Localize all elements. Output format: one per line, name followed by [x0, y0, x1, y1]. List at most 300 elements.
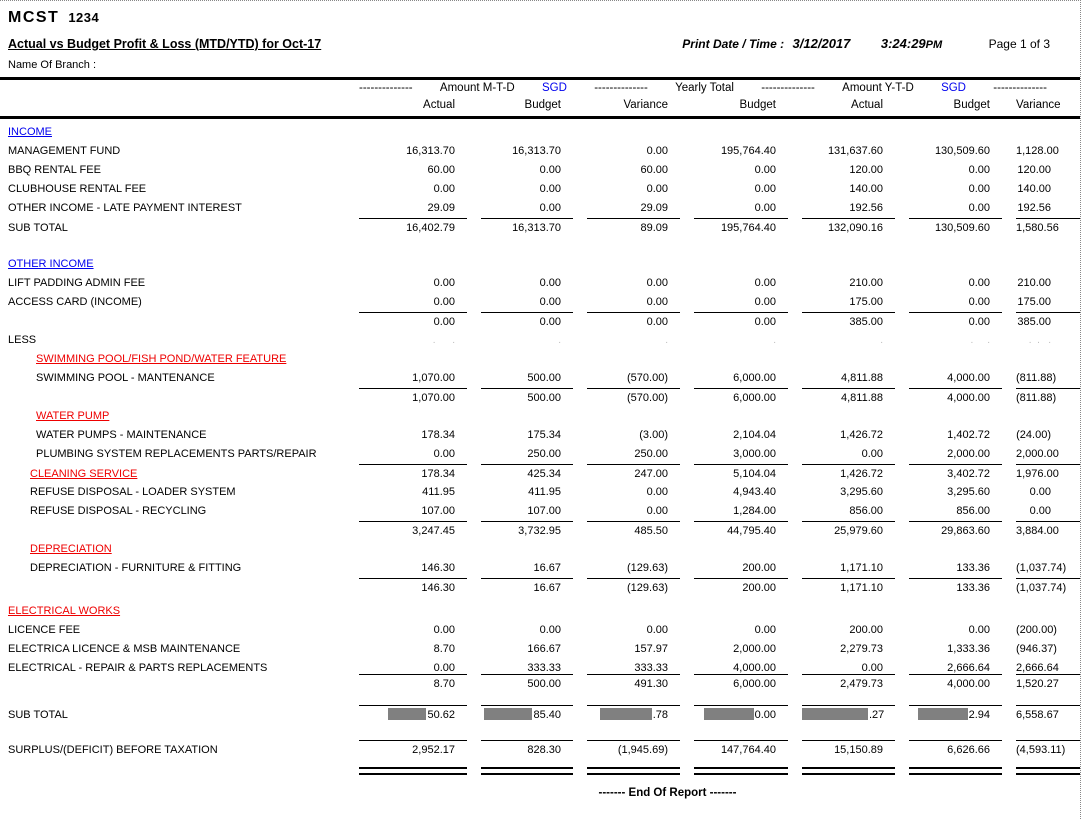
value-cell	[1016, 161, 1081, 180]
total-row	[0, 740, 1080, 759]
value-cell	[1016, 502, 1081, 521]
value-cell	[359, 161, 467, 180]
value-cell	[694, 388, 788, 408]
amount-value: 0.00	[433, 448, 455, 460]
ytd-group-label: Amount Y-T-D	[842, 82, 914, 94]
value-cell	[1016, 705, 1081, 725]
amount-value: 3,402.72	[947, 468, 990, 480]
blue-section-link[interactable]: OTHER INCOME	[8, 258, 94, 270]
amount-value: (4,593.11)	[1016, 744, 1066, 756]
amount-value: 89.09	[640, 222, 668, 234]
amount-value: 175.00	[1017, 296, 1051, 308]
amount-value: (1,037.74)	[1016, 582, 1067, 594]
amount-value: 0.00	[433, 624, 455, 636]
amount-value: 107.00	[421, 505, 455, 517]
value-cell	[694, 559, 788, 578]
amount-value: 195,764.40	[720, 222, 776, 234]
amount-value: 0.00	[539, 277, 561, 289]
amount-value: 3,000.00	[733, 448, 776, 460]
dash-separator: --------------	[594, 82, 648, 94]
value-cell	[481, 483, 573, 502]
print-date-value: 3/12/2017	[792, 36, 851, 51]
amount-value: 1,976.00	[1016, 468, 1059, 480]
value-cell	[909, 426, 1002, 445]
print-date-time-label: Print Date / Time :	[682, 37, 785, 51]
value-cell	[481, 331, 573, 350]
amount-value: 0.00	[539, 202, 561, 214]
value-cell	[587, 559, 680, 578]
amount-value: (24.00)	[1016, 429, 1051, 441]
line-item-row	[0, 331, 1080, 350]
value-cell	[481, 464, 573, 484]
value-cell	[587, 426, 680, 445]
value-cell	[694, 674, 788, 694]
amount-value: 0.00	[539, 164, 561, 176]
value-cell	[1016, 199, 1081, 218]
amount-value: 4,000.00	[947, 392, 990, 404]
value-cell	[587, 464, 680, 484]
amount-value: 147,764.40	[720, 744, 776, 756]
amount-value: 0.00	[754, 202, 776, 214]
value-cell	[909, 445, 1002, 464]
amount-value: (129.63)	[627, 562, 668, 574]
amount-value: 856.00	[849, 505, 883, 517]
value-cell	[359, 426, 467, 445]
value-cell	[481, 705, 573, 725]
faint-artifact: . . .	[1028, 335, 1051, 346]
redaction-box	[918, 708, 968, 720]
amount-value: 140.00	[1017, 183, 1051, 195]
line-item-row	[0, 559, 1080, 578]
amount-value: 4,000.00	[947, 678, 990, 690]
amount-value: 0.00	[646, 296, 668, 308]
value-cell	[359, 621, 467, 640]
value-cell	[694, 331, 788, 350]
amount-value: 0.00	[968, 164, 990, 176]
value-cell	[909, 161, 1002, 180]
value-cell	[359, 274, 467, 293]
value-cell	[359, 521, 467, 541]
amount-value: 131,637.60	[827, 145, 883, 157]
double-rule	[802, 767, 895, 775]
value-cell	[587, 578, 680, 598]
value-cell	[481, 578, 573, 598]
amount-value: 1,580.56	[1016, 222, 1059, 234]
value-cell	[802, 705, 895, 725]
redaction-box	[802, 708, 868, 720]
value-cell	[802, 674, 895, 694]
branch-label: Name Of Branch :	[8, 59, 97, 71]
amount-value: 0.00	[1029, 486, 1051, 498]
dash-separator: --------------	[359, 82, 413, 94]
amount-value: 0.00	[433, 183, 455, 195]
value-cell	[481, 426, 573, 445]
amount-value: 146.30	[421, 562, 455, 574]
value-cell	[1016, 559, 1081, 578]
value-cell	[694, 502, 788, 521]
report-header	[0, 1, 1080, 77]
amount-value: 0.00	[861, 662, 883, 674]
amount-value: 4,811.88	[840, 372, 883, 384]
value-cell	[802, 142, 895, 161]
value-cell	[587, 274, 680, 293]
value-cell	[802, 621, 895, 640]
faint-artifact: .	[773, 335, 776, 346]
value-cell	[1016, 369, 1081, 388]
value-cell	[587, 312, 680, 332]
value-cell	[359, 445, 467, 464]
section-header-row	[0, 540, 1080, 559]
row-label: SWIMMING POOL - MANTENANCE	[36, 372, 215, 384]
row-label: LIFT PADDING ADMIN FEE	[8, 277, 146, 289]
value-cell	[802, 483, 895, 502]
amount-value: 0.00	[646, 624, 668, 636]
line-item-row	[0, 274, 1080, 293]
amount-value: 425.34	[527, 468, 561, 480]
value-cell	[587, 199, 680, 218]
value-cell	[909, 578, 1002, 598]
redaction-box	[704, 708, 754, 720]
amount-value: 4,000.00	[733, 662, 776, 674]
value-cell	[587, 445, 680, 464]
amount-value: (811.88)	[1016, 372, 1057, 384]
row-label: LICENCE FEE	[8, 624, 81, 636]
value-cell	[1016, 621, 1081, 640]
amount-value: 29.09	[427, 202, 455, 214]
mtd-group-label: Amount M-T-D	[439, 82, 515, 94]
amount-value: 411.95	[528, 486, 561, 498]
amount-value: 4,000.00	[947, 372, 990, 384]
red-section-link[interactable]: SWIMMING POOL/FISH POND/WATER FEATURE	[36, 353, 287, 365]
value-cell	[359, 180, 467, 199]
column-variance-ytd: Variance	[1016, 99, 1061, 111]
value-cell	[694, 621, 788, 640]
value-cell	[481, 740, 573, 760]
value-cell	[694, 369, 788, 388]
amount-value: 1,070.00	[412, 392, 455, 404]
amount-value: 333.33	[527, 662, 561, 674]
amount-value: 2,479.73	[840, 678, 883, 690]
amount-value: 178.34	[421, 468, 455, 480]
value-cell	[359, 388, 467, 408]
row-label: REFUSE DISPOSAL - RECYCLING	[30, 505, 207, 517]
value-cell	[694, 426, 788, 445]
amount-value: 3,884.00	[1016, 525, 1059, 537]
amount-value: 133.36	[956, 562, 990, 574]
amount-value: 210.00	[1017, 277, 1051, 289]
row-label: BBQ RENTAL FEE	[8, 164, 101, 176]
faint-artifact: .	[558, 335, 561, 346]
total-row	[0, 218, 1080, 237]
page-indicator: Page 1 of 3	[988, 37, 1050, 51]
value-cell	[694, 274, 788, 293]
value-cell	[909, 199, 1002, 218]
value-cell	[694, 142, 788, 161]
double-rule	[359, 767, 467, 775]
amount-value: 1,284.00	[733, 505, 776, 517]
value-cell	[694, 705, 788, 725]
value-cell	[802, 274, 895, 293]
amount-value: 44,795.40	[727, 525, 776, 537]
amount-value: 133.36	[956, 582, 990, 594]
row-label: SURPLUS/(DEFICIT) BEFORE TAXATION	[8, 744, 218, 756]
amount-value: 0.00	[646, 316, 668, 328]
red-section-link[interactable]: CLEANING SERVICE	[30, 468, 138, 480]
amount-value: 250.00	[634, 448, 668, 460]
value-cell	[587, 705, 680, 725]
amount-value: 0.00	[968, 277, 990, 289]
value-cell	[481, 502, 573, 521]
amount-value: 0.00	[646, 277, 668, 289]
amount-value: 385.00	[849, 316, 883, 328]
redaction-box	[388, 708, 426, 720]
section-header-row	[0, 350, 1080, 369]
column-label-row	[0, 99, 1080, 116]
column-actual-mtd: Actual	[423, 99, 455, 111]
value-cell	[1016, 464, 1081, 484]
double-rule	[587, 767, 680, 775]
value-cell	[694, 578, 788, 598]
amount-value: 0.00	[539, 296, 561, 308]
amount-value: 85.40	[533, 709, 561, 721]
value-cell	[694, 483, 788, 502]
amount-value: 2,666.64	[947, 662, 990, 674]
amount-value: 25,979.60	[834, 525, 883, 537]
value-cell	[1016, 388, 1081, 408]
double-rule	[909, 767, 1002, 775]
value-cell	[1016, 331, 1081, 350]
value-cell	[359, 578, 467, 598]
amount-value: 200.00	[742, 562, 776, 574]
value-cell	[909, 464, 1002, 484]
value-cell	[1016, 483, 1081, 502]
row-label: PLUMBING SYSTEM REPLACEMENTS PARTS/REPAIR	[36, 448, 317, 460]
amount-value: 16,313.70	[512, 222, 561, 234]
amount-value: 29.09	[640, 202, 668, 214]
value-cell	[909, 274, 1002, 293]
amount-value: 146.30	[421, 582, 455, 594]
amount-value: 411.95	[422, 486, 455, 498]
total-row	[0, 312, 1080, 331]
amount-value: 192.56	[849, 202, 883, 214]
total-row	[0, 521, 1080, 540]
value-cell	[481, 293, 573, 312]
report-title: Actual vs Budget Profit & Loss (MTD/YTD) for Oct-17	[8, 37, 322, 51]
value-cell	[359, 640, 467, 659]
value-cell	[359, 312, 467, 332]
value-cell	[802, 640, 895, 659]
amount-value: .78	[652, 709, 668, 721]
value-cell	[481, 674, 573, 694]
value-cell	[481, 445, 573, 464]
amount-value: 2,104.04	[733, 429, 776, 441]
company-name: MCST	[8, 9, 60, 26]
column-variance-mtd: Variance	[623, 99, 668, 111]
value-cell	[694, 199, 788, 218]
amount-value: 0.00	[646, 145, 668, 157]
value-cell	[802, 763, 895, 775]
value-cell	[359, 142, 467, 161]
value-cell	[359, 331, 467, 350]
value-cell	[802, 161, 895, 180]
value-cell	[909, 621, 1002, 640]
amount-value: 130,509.60	[934, 145, 990, 157]
amount-value: 60.00	[427, 164, 455, 176]
red-section-link[interactable]: WATER PUMP	[36, 410, 110, 422]
line-item-row	[0, 483, 1080, 502]
amount-value: 385.00	[1017, 316, 1051, 328]
amount-value: (946.37)	[1016, 643, 1057, 655]
value-cell	[909, 674, 1002, 694]
amount-value: 0.00	[754, 316, 776, 328]
red-section-link[interactable]: DEPRECIATION	[30, 543, 112, 555]
value-cell	[909, 312, 1002, 332]
value-cell	[909, 293, 1002, 312]
currency-label: SGD	[541, 82, 567, 94]
line-item-row	[0, 180, 1080, 199]
line-item-row	[0, 161, 1080, 180]
value-cell	[909, 142, 1002, 161]
value-cell	[694, 740, 788, 760]
amount-value: 210.00	[849, 277, 883, 289]
value-cell	[694, 464, 788, 484]
value-cell	[481, 218, 573, 238]
column-group-row	[0, 80, 1080, 99]
value-cell	[694, 161, 788, 180]
value-cell	[909, 369, 1002, 388]
amount-value: 1,171.10	[840, 562, 883, 574]
section-header-row	[0, 407, 1080, 426]
redaction-box	[600, 708, 652, 720]
value-cell	[359, 740, 467, 760]
value-cell	[1016, 740, 1081, 760]
value-cell	[909, 483, 1002, 502]
value-cell	[359, 502, 467, 521]
amount-value: 16,402.79	[406, 222, 455, 234]
value-cell	[802, 559, 895, 578]
value-cell	[359, 199, 467, 218]
value-cell	[694, 445, 788, 464]
amount-value: 2,000.00	[1016, 448, 1059, 460]
value-cell	[802, 445, 895, 464]
row-label: DEPRECIATION - FURNITURE & FITTING	[30, 562, 242, 574]
value-cell	[1016, 578, 1081, 598]
line-item-row	[0, 142, 1080, 161]
value-cell	[1016, 445, 1081, 464]
row-label: SUB TOTAL	[8, 222, 68, 234]
amount-value: 0.00	[646, 505, 668, 517]
value-cell	[802, 578, 895, 598]
value-cell	[481, 161, 573, 180]
amount-value: (200.00)	[1016, 624, 1057, 636]
amount-value: 0.00	[754, 277, 776, 289]
value-cell	[1016, 142, 1081, 161]
blue-section-link[interactable]: INCOME	[8, 126, 52, 138]
amount-value: 2,666.64	[1016, 662, 1059, 674]
value-cell	[481, 369, 573, 388]
amount-value: 1,171.10	[840, 582, 883, 594]
value-cell	[909, 218, 1002, 238]
amount-value: 16,313.70	[512, 145, 561, 157]
amount-value: 1,520.27	[1016, 678, 1059, 690]
value-cell	[694, 293, 788, 312]
value-cell	[802, 388, 895, 408]
amount-value: 5,104.04	[733, 468, 776, 480]
value-cell	[694, 180, 788, 199]
amount-value: 2,000.00	[947, 448, 990, 460]
value-cell	[1016, 674, 1081, 694]
amount-value: 120.00	[849, 164, 883, 176]
value-cell	[909, 740, 1002, 760]
value-cell	[359, 705, 467, 725]
row-label: WATER PUMPS - MAINTENANCE	[36, 429, 207, 441]
amount-value: 828.30	[527, 744, 561, 756]
amount-value: 0.00	[968, 202, 990, 214]
value-cell	[481, 559, 573, 578]
column-yearly-budget: Budget	[739, 99, 776, 111]
value-cell	[1016, 521, 1081, 541]
value-cell	[1016, 763, 1081, 775]
value-cell	[802, 218, 895, 238]
value-cell	[481, 640, 573, 659]
value-cell	[359, 763, 467, 775]
amount-value: 192.56	[1017, 202, 1051, 214]
line-item-row	[0, 293, 1080, 312]
value-cell	[909, 640, 1002, 659]
section-header-row	[0, 123, 1080, 142]
value-cell	[587, 161, 680, 180]
amount-value: 16.67	[533, 562, 561, 574]
amount-value: 50.62	[427, 709, 455, 721]
amount-value: 60.00	[640, 164, 668, 176]
line-item-row	[0, 502, 1080, 521]
value-cell	[587, 674, 680, 694]
dash-separator: --------------	[761, 82, 815, 94]
amount-value: 333.33	[634, 662, 668, 674]
end-of-report: ------- End Of Report -------	[598, 787, 737, 799]
value-cell	[802, 180, 895, 199]
value-cell	[1016, 274, 1081, 293]
value-cell	[587, 521, 680, 541]
value-cell	[909, 705, 1002, 725]
amount-value: 29,863.60	[941, 525, 990, 537]
column-actual-ytd: Actual	[851, 99, 883, 111]
amount-value: 0.00	[968, 624, 990, 636]
amount-value: 1,070.00	[412, 372, 455, 384]
red-section-link[interactable]: ELECTRICAL WORKS	[8, 605, 121, 617]
amount-value: 2,952.17	[412, 744, 455, 756]
amount-value: 500.00	[527, 678, 561, 690]
amount-value: 0.00	[754, 164, 776, 176]
value-cell	[359, 464, 467, 484]
value-cell	[359, 293, 467, 312]
value-cell	[481, 274, 573, 293]
row-label: REFUSE DISPOSAL - LOADER SYSTEM	[30, 486, 236, 498]
amount-value: (1,037.74)	[1016, 562, 1067, 574]
line-item-row	[0, 621, 1080, 640]
value-cell	[481, 763, 573, 775]
value-cell	[694, 521, 788, 541]
amount-value: 130,509.60	[934, 222, 990, 234]
amount-value: 6,626.66	[947, 744, 990, 756]
value-cell	[1016, 426, 1081, 445]
value-cell	[587, 502, 680, 521]
amount-value: 485.50	[634, 525, 668, 537]
value-cell	[587, 621, 680, 640]
row-label: OTHER INCOME - LATE PAYMENT INTEREST	[8, 202, 242, 214]
value-cell	[359, 674, 467, 694]
double-rule	[1016, 767, 1081, 775]
